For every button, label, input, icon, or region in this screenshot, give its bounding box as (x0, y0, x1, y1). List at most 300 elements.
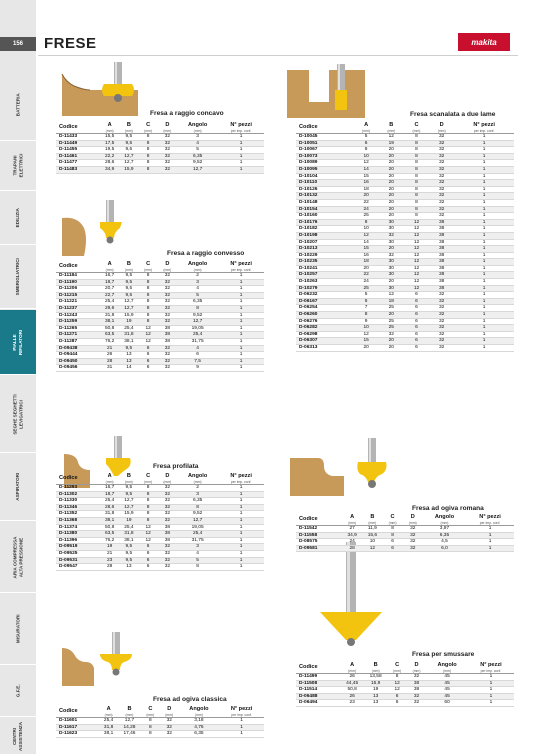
spec-value: 19 (119, 319, 138, 326)
product-code: D-06254 (296, 305, 354, 312)
table-row (296, 166, 514, 173)
spec-value: 32 (158, 511, 177, 518)
table-row (296, 526, 514, 533)
spec-value: 1 (218, 485, 264, 492)
spec-value: 32 (429, 345, 454, 352)
spec-value: 32 (158, 352, 177, 359)
product-code: D-10176 (296, 219, 354, 226)
spec-value: 12,7 (119, 305, 138, 312)
spec-value: 1 (454, 193, 514, 200)
table-row (296, 693, 514, 700)
spec-value: 8 (354, 312, 379, 319)
product-code: D-10257 (296, 272, 354, 279)
spec-value: 8 (138, 166, 157, 173)
spec-value: 60 (426, 700, 468, 707)
spec-value: 15,9 (119, 312, 138, 319)
spec-value: 20 (379, 153, 404, 160)
product-code: D-10132 (296, 193, 354, 200)
spec-value: 21 (100, 550, 119, 557)
spec-value: 12 (404, 246, 429, 253)
spec-value: 22 (354, 272, 379, 279)
spec-value: 8 (141, 724, 160, 731)
spec-value: 9,5 (119, 485, 138, 492)
col-header-pezzi: N° pezzi per imp. conf. (218, 261, 264, 273)
product-code: D-06232 (296, 292, 354, 299)
spec-value: 22 (354, 199, 379, 206)
product-code: D-09519 (56, 544, 100, 551)
table-row (56, 319, 264, 326)
product-code: D-10229 (296, 252, 354, 259)
spec-value: 16,7 (100, 485, 119, 492)
spec-value: 10 (354, 325, 379, 332)
table-row (56, 544, 264, 551)
product-code: D-11265 (56, 325, 100, 332)
spec-value: 8 (141, 718, 160, 725)
product-code: D-11346 (56, 504, 100, 511)
spec-value: 15 (354, 338, 379, 345)
table-row (56, 332, 264, 339)
product-code: D-10051 (296, 140, 354, 147)
spec-value: 32 (158, 485, 177, 492)
spec-value: 32 (403, 539, 423, 546)
title-chamfer: Fresa per smussare (412, 651, 475, 658)
col-header-angolo: Angolo (mm) (426, 662, 468, 674)
spec-value: 1 (454, 252, 514, 259)
spec-value: 30 (379, 239, 404, 246)
spec-value: 32 (158, 279, 177, 286)
spec-value: 1 (454, 219, 514, 226)
spec-value: 38 (429, 272, 454, 279)
table-row (296, 259, 514, 266)
product-code: D-11601 (56, 718, 99, 725)
spec-value: 6 (404, 305, 429, 312)
spec-value: 50,8 (100, 524, 119, 531)
spec-value: 8 (404, 173, 429, 180)
spec-value: 26 (340, 674, 364, 681)
spec-value: 1 (218, 531, 264, 538)
chamfer-bit-image (316, 540, 386, 648)
concave-bit-image (60, 60, 140, 118)
product-code: D-10182 (296, 226, 354, 233)
spec-value: 31,8 (100, 312, 119, 319)
table-row (296, 331, 514, 338)
spec-value: 19 (119, 517, 138, 524)
table-row (296, 153, 514, 160)
spec-value: 6 (138, 365, 157, 372)
spec-value: 32 (379, 232, 404, 239)
spec-value: 8 (138, 517, 157, 524)
spec-value: 1 (454, 292, 514, 299)
spec-value: 24 (354, 279, 379, 286)
table-row (296, 147, 514, 154)
title-roman-ogee: Fresa ad ogiva romana (412, 505, 484, 512)
spec-value: 32 (429, 180, 454, 187)
spec-value: 12,7 (119, 498, 138, 505)
spec-value: 30 (379, 259, 404, 266)
spec-value: 16,7 (100, 273, 119, 280)
spec-value: 9,5 (119, 345, 138, 352)
spec-value: 31,75 (177, 338, 218, 345)
spec-value: 20 (379, 345, 404, 352)
spec-value: 12 (379, 134, 404, 141)
col-header-d: D (mm) (158, 261, 177, 273)
spec-value: 12 (354, 232, 379, 239)
spec-value: 19 (364, 687, 388, 694)
spec-value: 32 (429, 193, 454, 200)
product-code: D-10045 (296, 134, 354, 141)
spec-value: 8 (404, 199, 429, 206)
spec-value: 1 (454, 298, 514, 305)
table-row (56, 498, 264, 505)
spec-value: 1 (218, 511, 264, 518)
col-header-d: D (mm) (160, 706, 179, 718)
spec-value: 32 (407, 674, 426, 681)
col-header-d: D (mm) (429, 122, 454, 134)
spec-value: 32 (158, 504, 177, 511)
table-row (56, 279, 264, 286)
spec-value: 8 (138, 160, 157, 167)
spec-value: 1 (219, 731, 264, 738)
spec-value: 12 (404, 219, 429, 226)
table-row (296, 674, 514, 681)
spec-value: 32 (429, 305, 454, 312)
spec-value: 1 (218, 564, 264, 571)
spec-value: 32 (403, 526, 423, 533)
col-header-codice: Codice (296, 122, 354, 134)
spec-value: 12,7 (177, 319, 218, 326)
spec-value: 1 (218, 365, 264, 372)
spec-value: 20 (354, 345, 379, 352)
spec-value: 32 (158, 491, 177, 498)
col-header-b: B (mm) (119, 122, 138, 134)
product-code: D-11514 (296, 687, 340, 694)
spec-value: 1 (454, 153, 514, 160)
spec-value: 9,5 (119, 279, 138, 286)
spec-value: 32 (429, 298, 454, 305)
product-code: D-09456 (56, 365, 100, 372)
title-classic-ogee: Fresa ad ogiva classica (153, 696, 227, 703)
sidebar-tab-10[interactable] (0, 718, 36, 755)
sidebar-tab-label: CENTRI ASSISTENZA (12, 721, 23, 751)
spec-value: 8 (138, 319, 157, 326)
spec-value: 1 (454, 345, 514, 352)
product-code: D-11623 (56, 731, 99, 738)
spec-value: 1 (218, 153, 264, 160)
spec-value: 25,4 (99, 718, 118, 725)
spec-value: 12,7 (119, 153, 138, 160)
spec-value: 9,5 (119, 550, 138, 557)
spec-value: 6 (138, 550, 157, 557)
sidebar-tab-4[interactable] (0, 310, 36, 375)
spec-value: 23 (340, 700, 364, 707)
product-code: D-06488 (296, 693, 340, 700)
spec-value: 6,35 (179, 731, 219, 738)
spec-value: 32 (407, 693, 426, 700)
spec-value: 8 (138, 485, 157, 492)
spec-value: 32 (429, 325, 454, 332)
spec-value: 23 (100, 557, 119, 564)
spec-value: 12,7 (119, 299, 138, 306)
product-code: D-11206 (56, 286, 100, 293)
product-code: D-10241 (296, 265, 354, 272)
spec-value: 28,6 (100, 504, 119, 511)
table-row (296, 219, 514, 226)
col-header-codice: Codice (296, 662, 340, 674)
spec-value: 32 (429, 292, 454, 299)
table-row (296, 213, 514, 220)
table-row (56, 731, 264, 738)
spec-value: 32 (158, 358, 177, 365)
spec-value: 22,7 (100, 292, 119, 299)
spec-value: 5 (354, 292, 379, 299)
table-row (296, 539, 514, 546)
spec-value: 38,1 (100, 517, 119, 524)
spec-value: 32 (158, 498, 177, 505)
col-header-b: B (mm) (364, 662, 388, 674)
spec-value: 32 (379, 252, 404, 259)
spec-value: 29,6 (100, 305, 119, 312)
table-row (56, 305, 264, 312)
table-row (296, 246, 514, 253)
spec-value: 76,2 (100, 338, 119, 345)
spec-value: 1 (454, 338, 514, 345)
spec-value: 3 (177, 134, 218, 141)
table-row (56, 147, 264, 154)
spec-value: 1 (218, 279, 264, 286)
spec-value: 32 (158, 319, 177, 326)
spec-value: 45 (426, 674, 468, 681)
spec-value: 8 (138, 491, 157, 498)
spec-value: 1 (454, 140, 514, 147)
sidebar-tab-3[interactable] (0, 246, 36, 309)
spec-value: 5 (177, 292, 218, 299)
spec-value: 19,5 (100, 147, 119, 154)
sidebar-tab-5[interactable] (0, 376, 36, 453)
col-header-c: C (mm) (382, 514, 402, 526)
col-header-codice: Codice (56, 706, 99, 718)
spec-value: 8 (404, 206, 429, 213)
spec-value: 32 (429, 140, 454, 147)
spec-value: 13 (119, 352, 138, 359)
table-row (296, 232, 514, 239)
spec-value: 20 (354, 193, 379, 200)
table-row (296, 206, 514, 213)
product-code: D-10279 (296, 285, 354, 292)
spec-table-two-flute-groove (296, 122, 514, 352)
spec-value: 18 (379, 298, 404, 305)
spec-value: 13 (364, 700, 388, 707)
sidebar-tab-6[interactable] (0, 454, 36, 521)
table-row (56, 718, 264, 725)
spec-value: 1 (218, 286, 264, 293)
spec-value: 14,28 (118, 724, 141, 731)
table-row (56, 564, 264, 571)
spec-value: 1 (454, 272, 514, 279)
spec-value: 32 (403, 532, 423, 539)
spec-value: 22,2 (100, 153, 119, 160)
table-row (296, 140, 514, 147)
spec-value: 32 (158, 550, 177, 557)
spec-value: 8 (177, 305, 218, 312)
table-row (56, 365, 264, 372)
spec-value: 25 (354, 285, 379, 292)
spec-value: 12 (387, 680, 406, 687)
spec-value: 1 (468, 700, 514, 707)
spec-value: 1 (218, 292, 264, 299)
spec-value: 8 (138, 286, 157, 293)
spec-value: 76,2 (100, 537, 119, 544)
spec-value: 32 (403, 545, 423, 552)
spec-value: 4,76 (179, 724, 219, 731)
spec-value: 20 (379, 173, 404, 180)
sidebar-tab-0[interactable] (0, 70, 36, 141)
spec-value: 12 (404, 265, 429, 272)
col-header-a: A (mm) (100, 261, 119, 273)
spec-value: 1 (454, 180, 514, 187)
spec-value: 12 (138, 524, 157, 531)
spec-value: 14 (354, 166, 379, 173)
spec-value: 1 (218, 147, 264, 154)
spec-value: 8 (387, 674, 406, 681)
spec-value: 12 (379, 292, 404, 299)
spec-value: 1 (218, 338, 264, 345)
spec-value: 34,9 (100, 166, 119, 173)
sidebar-tab-9[interactable] (0, 666, 36, 717)
spec-value: 8 (138, 147, 157, 154)
title-convex-radius: Fresa a raggio convesso (167, 250, 245, 257)
product-code: D-09531 (56, 557, 100, 564)
spec-value: 1 (218, 345, 264, 352)
header-divider (38, 55, 518, 56)
product-code: D-11617 (56, 724, 99, 731)
spec-value: 1 (454, 246, 514, 253)
product-code: D-10095 (296, 166, 354, 173)
product-code: D-10126 (296, 186, 354, 193)
product-code: D-11396 (56, 537, 100, 544)
spec-value: 8 (138, 140, 157, 147)
table-row (296, 279, 514, 286)
spec-value: 8 (177, 504, 218, 511)
table-row (56, 166, 264, 173)
spec-value: 6 (387, 693, 406, 700)
spec-value: 12 (138, 537, 157, 544)
spec-value: 32 (158, 557, 177, 564)
spec-value: 12 (404, 259, 429, 266)
spec-value: 8 (138, 134, 157, 141)
spec-value: 8 (354, 147, 379, 154)
spec-value: 8 (354, 219, 379, 226)
spec-value: 25,4 (100, 498, 119, 505)
spec-table-chamfer (296, 662, 514, 707)
spec-value: 4 (177, 140, 218, 147)
spec-value: 31 (100, 365, 119, 372)
product-code: D-09525 (56, 550, 100, 557)
sidebar-tab-label: SEGHE SEGHETTI LEVIGATRICI (12, 393, 23, 435)
spec-value: 8 (138, 305, 157, 312)
col-header-c: C (mm) (387, 662, 406, 674)
spec-value: 30 (379, 265, 404, 272)
product-code: D-11184 (56, 273, 100, 280)
spec-value: 32 (158, 160, 177, 167)
sidebar-tab-label: EDILIZIA (15, 208, 21, 228)
col-header-pezzi: N° pezzi per imp. conf. (468, 662, 514, 674)
spec-value: 1 (218, 498, 264, 505)
product-code: D-06307 (296, 338, 354, 345)
col-header-pezzi: N° pezzi per imp. conf. (466, 514, 514, 526)
product-code: D-10089 (296, 160, 354, 167)
spec-value: 1 (466, 539, 514, 546)
col-header-pezzi: N° pezzi per imp. conf. (218, 473, 264, 485)
spec-value: 12 (404, 226, 429, 233)
sidebar-tab-1[interactable] (0, 140, 36, 191)
spec-value: 32 (429, 186, 454, 193)
spec-value: 1 (218, 166, 264, 173)
spec-value: 32 (160, 724, 179, 731)
table-row (56, 140, 264, 147)
spec-value: 34,9 (342, 532, 362, 539)
spec-value: 20 (379, 180, 404, 187)
spec-value: 1 (454, 305, 514, 312)
spec-value: 1 (219, 724, 264, 731)
spec-value: 1 (454, 147, 514, 154)
spec-table-profile (56, 473, 264, 571)
table-row (56, 531, 264, 538)
spec-value: 19 (100, 544, 119, 551)
spec-value: 1 (454, 186, 514, 193)
product-code: D-10213 (296, 246, 354, 253)
spec-value: 8 (404, 147, 429, 154)
sidebar-tab-8[interactable] (0, 594, 36, 665)
product-code: D-09547 (56, 564, 100, 571)
spec-value: 1 (218, 524, 264, 531)
spec-value: 9,5 (119, 292, 138, 299)
sidebar-tab-7[interactable] (0, 522, 36, 593)
spec-value: 38 (429, 239, 454, 246)
spec-value: 31,8 (119, 332, 138, 339)
spec-value: 1 (218, 358, 264, 365)
spec-value: 1 (454, 285, 514, 292)
spec-value: 9,5 (119, 557, 138, 564)
spec-value: 1 (454, 312, 514, 319)
product-code: D-10073 (296, 153, 354, 160)
spec-value: 6 (138, 352, 157, 359)
product-code: D-09581 (296, 545, 342, 552)
table-row (296, 325, 514, 332)
table-row (56, 557, 264, 564)
spec-value: 20 (379, 186, 404, 193)
spec-value: 1 (218, 299, 264, 306)
product-code: D-11508 (296, 680, 340, 687)
spec-value: 1 (454, 279, 514, 286)
product-code: D-11190 (56, 279, 100, 286)
spec-value: 6 (354, 140, 379, 147)
spec-value: 20,7 (100, 286, 119, 293)
spec-value: 38 (429, 252, 454, 259)
table-row (56, 134, 264, 141)
sidebar-tab-2[interactable] (0, 192, 36, 245)
table-row (296, 239, 514, 246)
spec-value: 38 (158, 531, 177, 538)
spec-value: 1 (468, 674, 514, 681)
col-header-b: B (mm) (118, 706, 141, 718)
spec-value: 1 (218, 504, 264, 511)
spec-value: 1 (454, 134, 514, 141)
spec-value: 6 (404, 298, 429, 305)
spec-value: 38 (158, 332, 177, 339)
spec-value: 20 (379, 193, 404, 200)
col-header-a: A (mm) (99, 706, 118, 718)
spec-value: 44,45 (340, 680, 364, 687)
